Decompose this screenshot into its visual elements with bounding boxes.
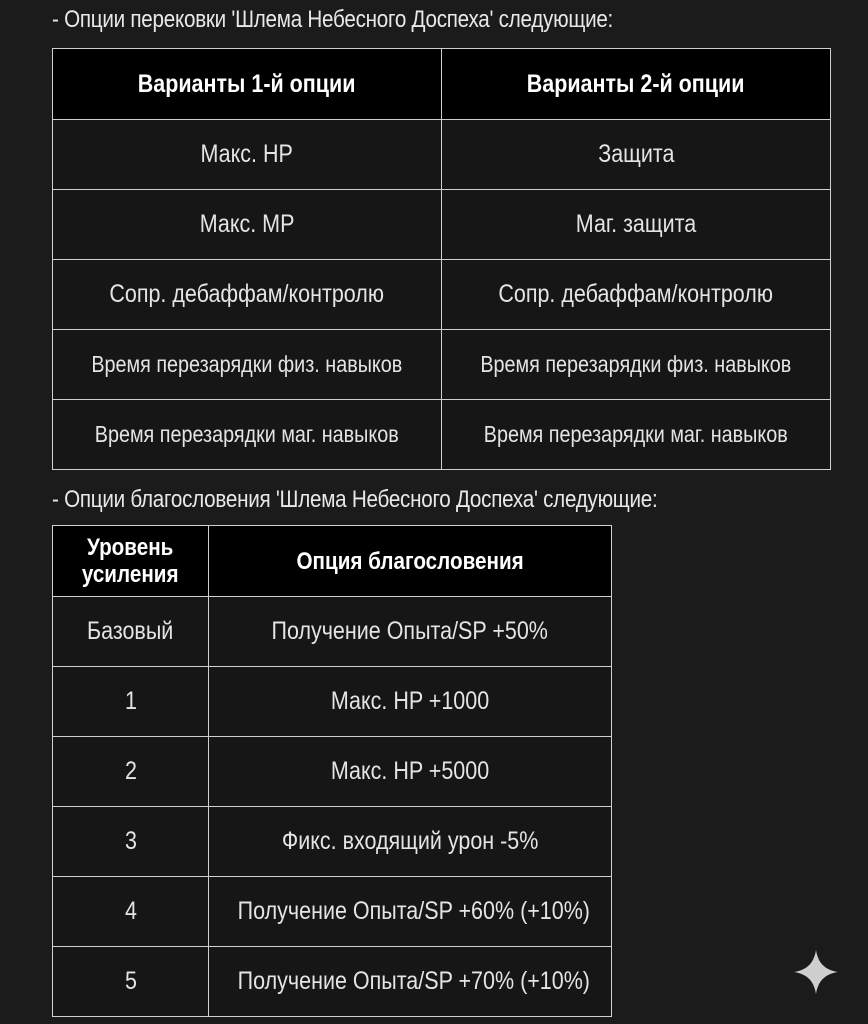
header-line: усиления xyxy=(82,561,179,588)
sparkle-icon xyxy=(792,948,840,996)
table-cell: 2 xyxy=(53,737,209,807)
table-header-row xyxy=(53,526,612,597)
table-row xyxy=(53,190,831,260)
table-cell: Время перезарядки физ. навыков xyxy=(442,330,831,400)
table-row xyxy=(53,330,831,400)
table-cell: Время перезарядки физ. навыков xyxy=(53,330,442,400)
table-row xyxy=(53,400,831,470)
table-cell: Фикс. входящий урон -5% xyxy=(209,807,612,877)
table-cell: Сопр. дебаффам/контролю xyxy=(442,260,831,330)
table-cell: Сопр. дебаффам/контролю xyxy=(53,260,442,330)
blessing-options-table xyxy=(52,525,612,1017)
table-cell: Макс. HP xyxy=(53,120,442,190)
table-cell: Время перезарядки маг. навыков xyxy=(442,400,831,470)
header-line: Уровень xyxy=(87,534,174,561)
table-cell: Макс. HP +1000 xyxy=(209,667,612,737)
column-header-level xyxy=(53,526,209,597)
table-row xyxy=(53,597,612,667)
table-row xyxy=(53,737,612,807)
table-cell: Защита xyxy=(442,120,831,190)
table-row xyxy=(53,260,831,330)
column-header-blessing-option: Опция благословения xyxy=(209,526,612,597)
blessing-heading: - Опции благословения 'Шлема Небесного Доспеха' следующие: xyxy=(52,486,658,513)
table-cell: Получение Опыта/SP +70% (+10%) xyxy=(209,947,612,1017)
table-header-row xyxy=(53,49,831,120)
table-cell: 5 xyxy=(53,947,209,1017)
table-cell: 4 xyxy=(53,877,209,947)
column-header-option-1: Варианты 1-й опции xyxy=(53,49,442,120)
table-row xyxy=(53,667,612,737)
table-cell: Макс. HP +5000 xyxy=(209,737,612,807)
table-row xyxy=(53,120,831,190)
table-row xyxy=(53,947,612,1017)
table-row xyxy=(53,807,612,877)
column-header-option-2: Варианты 2-й опции xyxy=(442,49,831,120)
table-cell: 3 xyxy=(53,807,209,877)
reforge-options-table xyxy=(52,48,831,470)
table-cell: Базовый xyxy=(53,597,209,667)
table-cell: 1 xyxy=(53,667,209,737)
table-cell: Макс. MP xyxy=(53,190,442,260)
table-cell: Получение Опыта/SP +60% (+10%) xyxy=(209,877,612,947)
table-cell: Маг. защита xyxy=(442,190,831,260)
table-cell: Получение Опыта/SP +50% xyxy=(209,597,612,667)
reforge-heading: - Опции перековки 'Шлема Небесного Доспеха' следующие: xyxy=(52,6,614,33)
table-cell: Время перезарядки маг. навыков xyxy=(53,400,442,470)
table-row xyxy=(53,877,612,947)
